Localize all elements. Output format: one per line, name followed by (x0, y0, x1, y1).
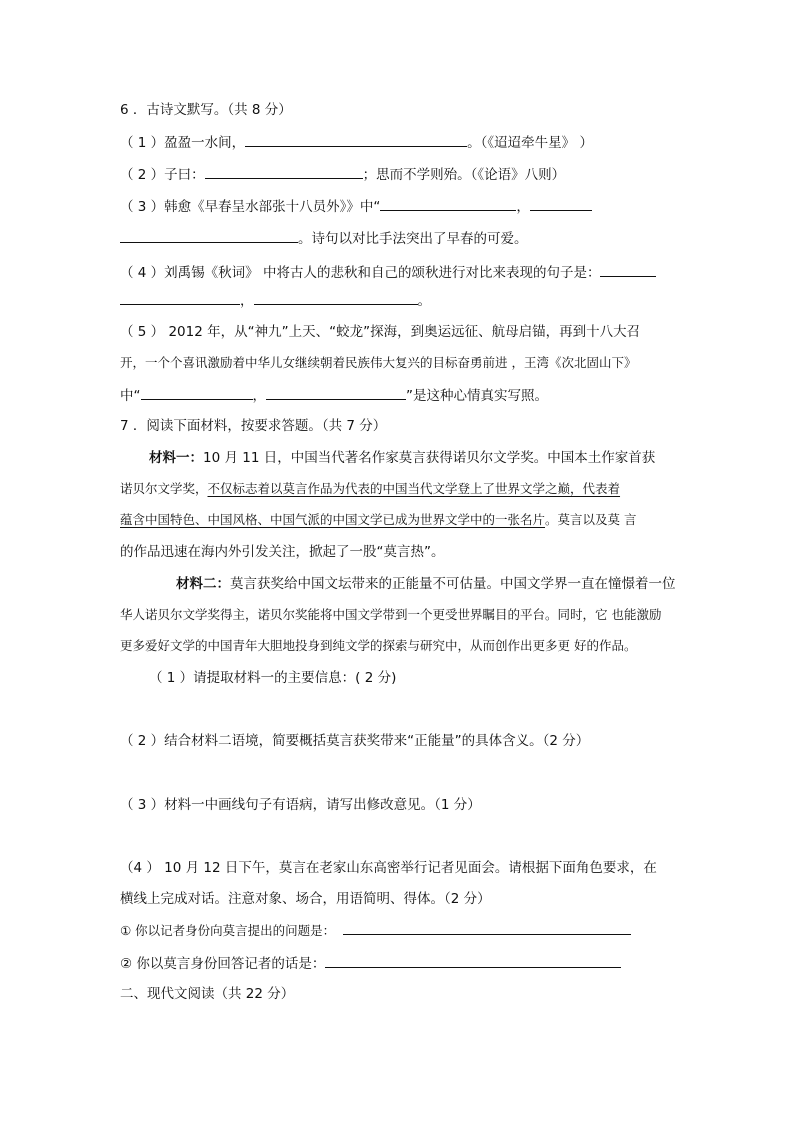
answer-blank[interactable] (120, 228, 298, 243)
section-2-title: 二、现代文阅读（共 22 分） (120, 986, 295, 1002)
material-2-text: 莫言获奖给中国文坛带来的正能量不可估量。中国文学界一直在憧憬着一位 (230, 576, 676, 592)
material-2-line1 (176, 574, 676, 594)
material-2-label: 材料二： (176, 576, 230, 592)
q6-item-4 (120, 262, 656, 283)
q7-sub-1: （ 1 ）请提取材料一的主要信息：( 2 分) (149, 670, 397, 686)
q6-3-suffix: 。诗句以对比手法突出了早春的可爱。 (298, 231, 528, 247)
q6-item-5-line2: 开，一个个喜讯激励着中华儿女继续朝着民族伟大复兴的目标奋勇前进 ，王湾《次北固山下》 (120, 355, 637, 370)
q7-title: 7 ．阅读下面材料，按要求答题。（共 7 分） (120, 418, 387, 434)
q6-5-prefix: 中“ (120, 388, 141, 404)
answer-blank[interactable] (380, 196, 516, 211)
answer-blank[interactable] (254, 290, 418, 305)
answer-blank[interactable] (325, 953, 621, 968)
q7-sub-4-line1: （4 ） 10 月 12 日下午，莫言在老家山东高密举行记者见面会。请根据下面角色要求，在 (120, 860, 657, 876)
material-2-line2: 华人诺贝尔文学奖得主，诺贝尔奖能将中国文学带到一个更受世界瞩目的平台。同时，它 也能激励 (120, 607, 662, 622)
q6-item-1 (120, 132, 593, 153)
material-1-line2 (120, 479, 620, 499)
material-1-text: 。莫言以及莫 言 (545, 512, 637, 527)
material-2-line3: 更多爱好文学的中国青年大胆地投身到纯文学的探索与研究中，从而创作出更多更 好的作品。 (120, 638, 637, 653)
q6-4-prefix: （ 4 ）刘禹锡《秋词》 中将古人的悲秋和自己的颂秋进行对比来表现的句子是： (120, 265, 601, 281)
q6-item-3-cont (120, 228, 528, 249)
answer-blank[interactable] (205, 164, 363, 179)
material-1-line4: 的作品迅速在海内外引发关注，掀起了一股“莫言热”。 (120, 544, 445, 560)
q7-sub-2: （ 2 ）结合材料二语境，简要概括莫言获奖带来“正能量”的具体含义。（2 分） (120, 733, 590, 749)
q6-item-5-line3 (120, 385, 548, 406)
answer-1-label: ① 你以记者身份向莫言提出的问题是： (120, 923, 336, 938)
answer-blank[interactable] (600, 262, 656, 277)
q6-3-comma: ， (516, 199, 530, 215)
answer-blank[interactable] (245, 132, 467, 147)
q6-5-suffix: ”是这种心情真实写照。 (406, 388, 548, 404)
answer-blank[interactable] (141, 385, 253, 400)
material-1-text: 10 月 11 日，中国当代著名作家莫言获得诺贝尔文学奖。中国本土作家首获 (203, 450, 656, 466)
q7-sub-4-answer-2 (120, 953, 621, 974)
q7-sub-3: （ 3 ）材料一中画线句子有语病，请写出修改意见。（1 分） (120, 797, 481, 813)
q7-sub-4-answer-1 (120, 920, 631, 941)
q6-item-3 (120, 196, 592, 217)
answer-blank[interactable] (120, 290, 240, 305)
q6-4-comma: ， (240, 293, 254, 309)
material-1-line1 (149, 448, 655, 468)
answer-blank[interactable] (530, 196, 592, 211)
q6-1-prefix: （ 1 ）盈盈一水间， (120, 135, 246, 151)
q6-4-suffix: 。 (417, 293, 431, 309)
answer-blank[interactable] (266, 385, 406, 400)
q6-3-prefix: （ 3 ）韩愈《早春呈水部张十八员外》》中“ (120, 199, 381, 215)
q6-item-4-cont (120, 290, 431, 311)
answer-blank[interactable] (343, 920, 631, 935)
q7-sub-4-line2: 横线上完成对话。注意对象、场合，用语简明、得体。（2 分） (120, 891, 491, 907)
q6-title: 6 ．古诗文默写。（共 8 分） (120, 102, 292, 118)
material-1-label: 材料一： (149, 450, 203, 466)
q6-2-suffix: ；思而不学则殆。（《论语》八则） (362, 167, 566, 183)
q6-item-2 (120, 164, 565, 185)
q6-5-comma: ， (252, 388, 266, 404)
underlined-sentence: 不仅标志着以莫言作品为代表的中国当代文学登上了世界文学之巅，代表着 (207, 481, 621, 496)
q6-item-5-line1: （ 5 ） 2012 年，从“神九”上天、“蛟龙”探海，到奥运远征、航母启锚，再到十八大召 (120, 324, 641, 340)
material-1-line3 (120, 510, 637, 530)
answer-2-label: ② 你以莫言身份回答记者的话是： (120, 956, 326, 972)
underlined-sentence: 蕴含中国特色、中国风格、中国气派的中国文学已成为世界文学中的一张名片 (120, 512, 546, 527)
q6-2-prefix: （ 2 ）子曰： (120, 167, 205, 183)
material-1-text: 诺贝尔文学奖， (120, 481, 208, 496)
q6-1-suffix: 。（《迢迢牵牛星》 ） (467, 135, 593, 151)
